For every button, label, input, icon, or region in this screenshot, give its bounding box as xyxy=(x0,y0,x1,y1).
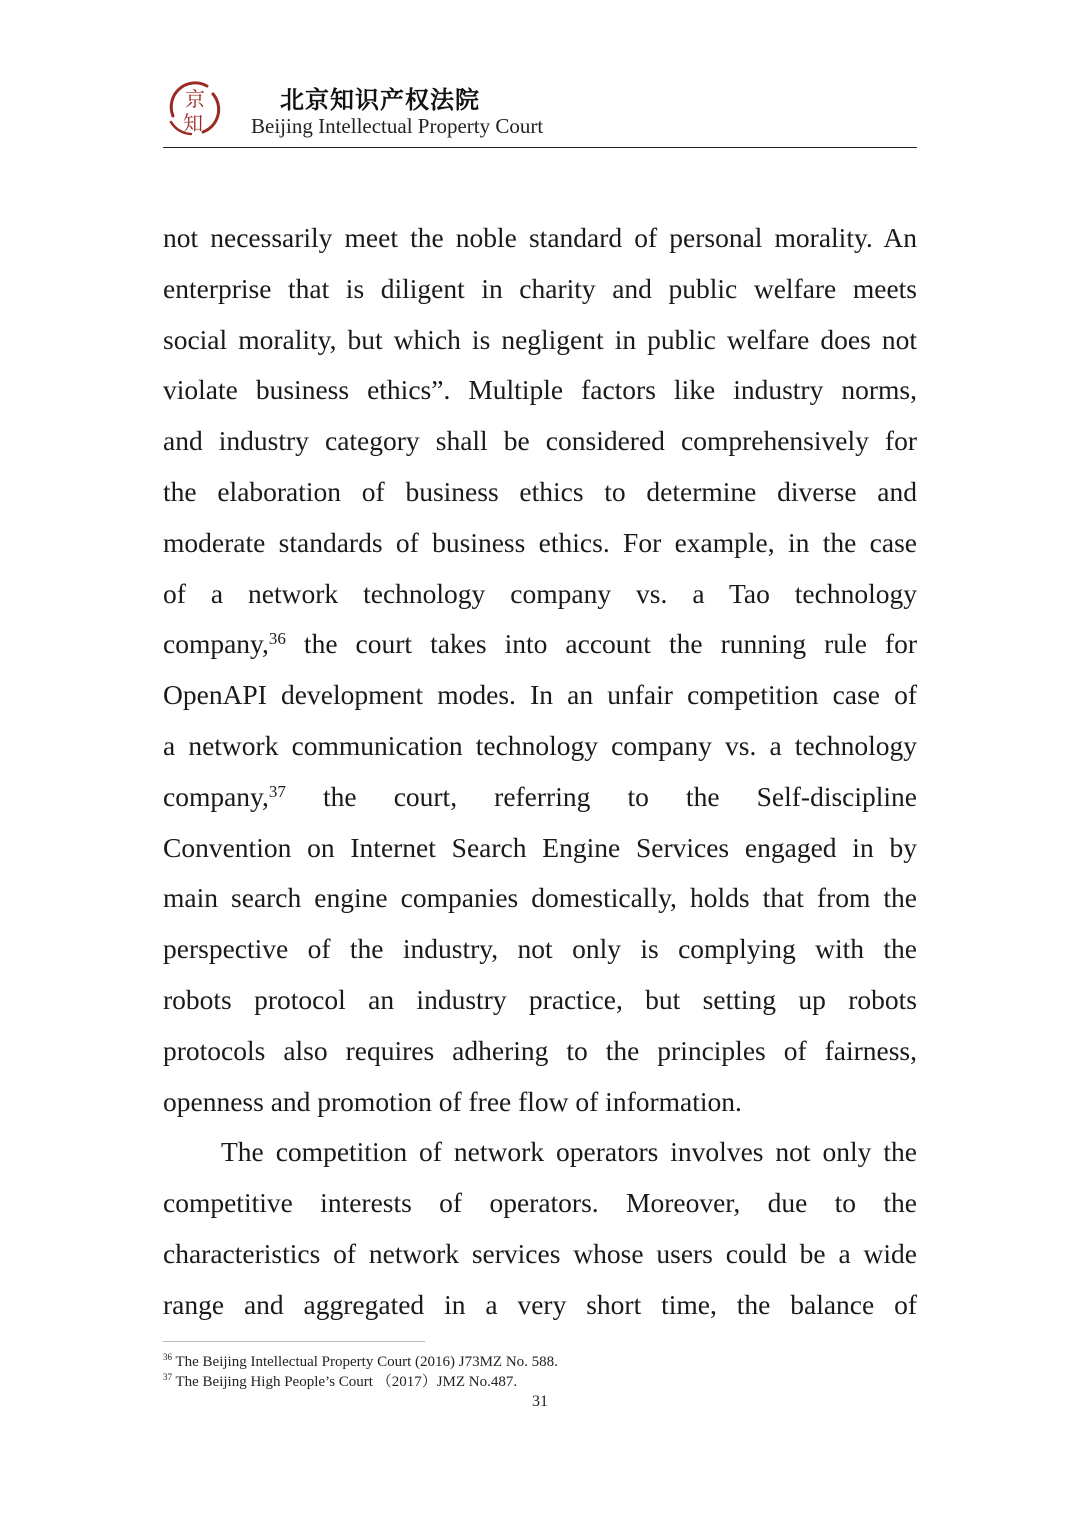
footnotes xyxy=(163,1352,917,1392)
text-line: Convention on Internet Search Engine Services engaged in by xyxy=(163,831,917,863)
text-fragment: company, xyxy=(163,628,269,660)
text-line: range and aggregated in a very short time, the balance of xyxy=(163,1288,917,1320)
text-fragment: company, xyxy=(163,780,269,812)
text-fragment: the court takes into account the running rule for xyxy=(285,628,917,660)
text-line: robots protocol an industry practice, but setting up robots xyxy=(163,983,917,1015)
footnote-number: 36 xyxy=(163,1352,172,1362)
text-line: violate business ethics”. Multiple factors like industry norms, xyxy=(163,374,917,406)
footnote-37 xyxy=(163,1372,917,1392)
body-text xyxy=(163,213,917,1331)
text-fragment: the court, referring to the Self-discipline xyxy=(285,780,917,812)
text-line: of a network technology company vs. a Tao technology xyxy=(163,577,917,609)
text-line: openness and promotion of free flow of information. xyxy=(163,1085,742,1117)
court-name-chinese: 北京知识产权法院 xyxy=(280,86,480,114)
text-line: protocols also requires adhering to the principles of fairness, xyxy=(163,1034,917,1066)
footnote-ref-37[interactable]: 37 xyxy=(268,781,286,801)
footnote-number: 37 xyxy=(163,1372,172,1382)
text-line: characteristics of network services whose users could be a wide xyxy=(163,1237,917,1269)
text-line: social morality, but which is negligent in public welfare does not xyxy=(163,323,917,355)
text-line-with-ref-36 xyxy=(163,619,917,670)
text-line: not necessarily meet the noble standard of personal morality. An xyxy=(163,222,917,253)
text-line: and industry category shall be considered comprehensively for xyxy=(163,425,917,457)
text-line: the elaboration of business ethics to determine diverse and xyxy=(163,475,917,507)
court-seal-logo-icon xyxy=(163,76,227,140)
text-line: perspective of the industry, not only is complying with the xyxy=(163,933,917,965)
text-line: moderate standards of business ethics. For example, in the case xyxy=(163,526,917,558)
text-line: OpenAPI development modes. In an unfair competition case of xyxy=(163,679,917,711)
text-line: enterprise that is diligent in charity and public welfare meets xyxy=(163,272,917,304)
svg-text:京: 京 xyxy=(185,87,205,111)
footnote-ref-36[interactable]: 36 xyxy=(268,629,286,649)
footnote-text: The Beijing Intellectual Property Court (2016) J73MZ No. 588. xyxy=(175,1354,558,1370)
text-line: competitive interests of operators. Moreover, due to the xyxy=(163,1187,917,1219)
text-line: main search engine companies domestically, holds that from the xyxy=(163,882,917,914)
paragraph-start-line: The competition of network operators involves not only the xyxy=(221,1136,917,1168)
page-header xyxy=(163,74,917,148)
footnote-text: The Beijing High People’s Court （2017）JMZ No.487. xyxy=(175,1374,518,1390)
court-name-english: Beijing Intellectual Property Court xyxy=(251,114,544,138)
footnote-36 xyxy=(163,1352,917,1372)
page-number: 31 xyxy=(532,1393,548,1410)
footnote-divider xyxy=(163,1341,425,1342)
header-divider xyxy=(163,147,917,148)
text-line: a network communication technology company vs. a technology xyxy=(163,729,917,761)
text-line-with-ref-37 xyxy=(163,772,917,823)
svg-text:知: 知 xyxy=(183,111,203,135)
